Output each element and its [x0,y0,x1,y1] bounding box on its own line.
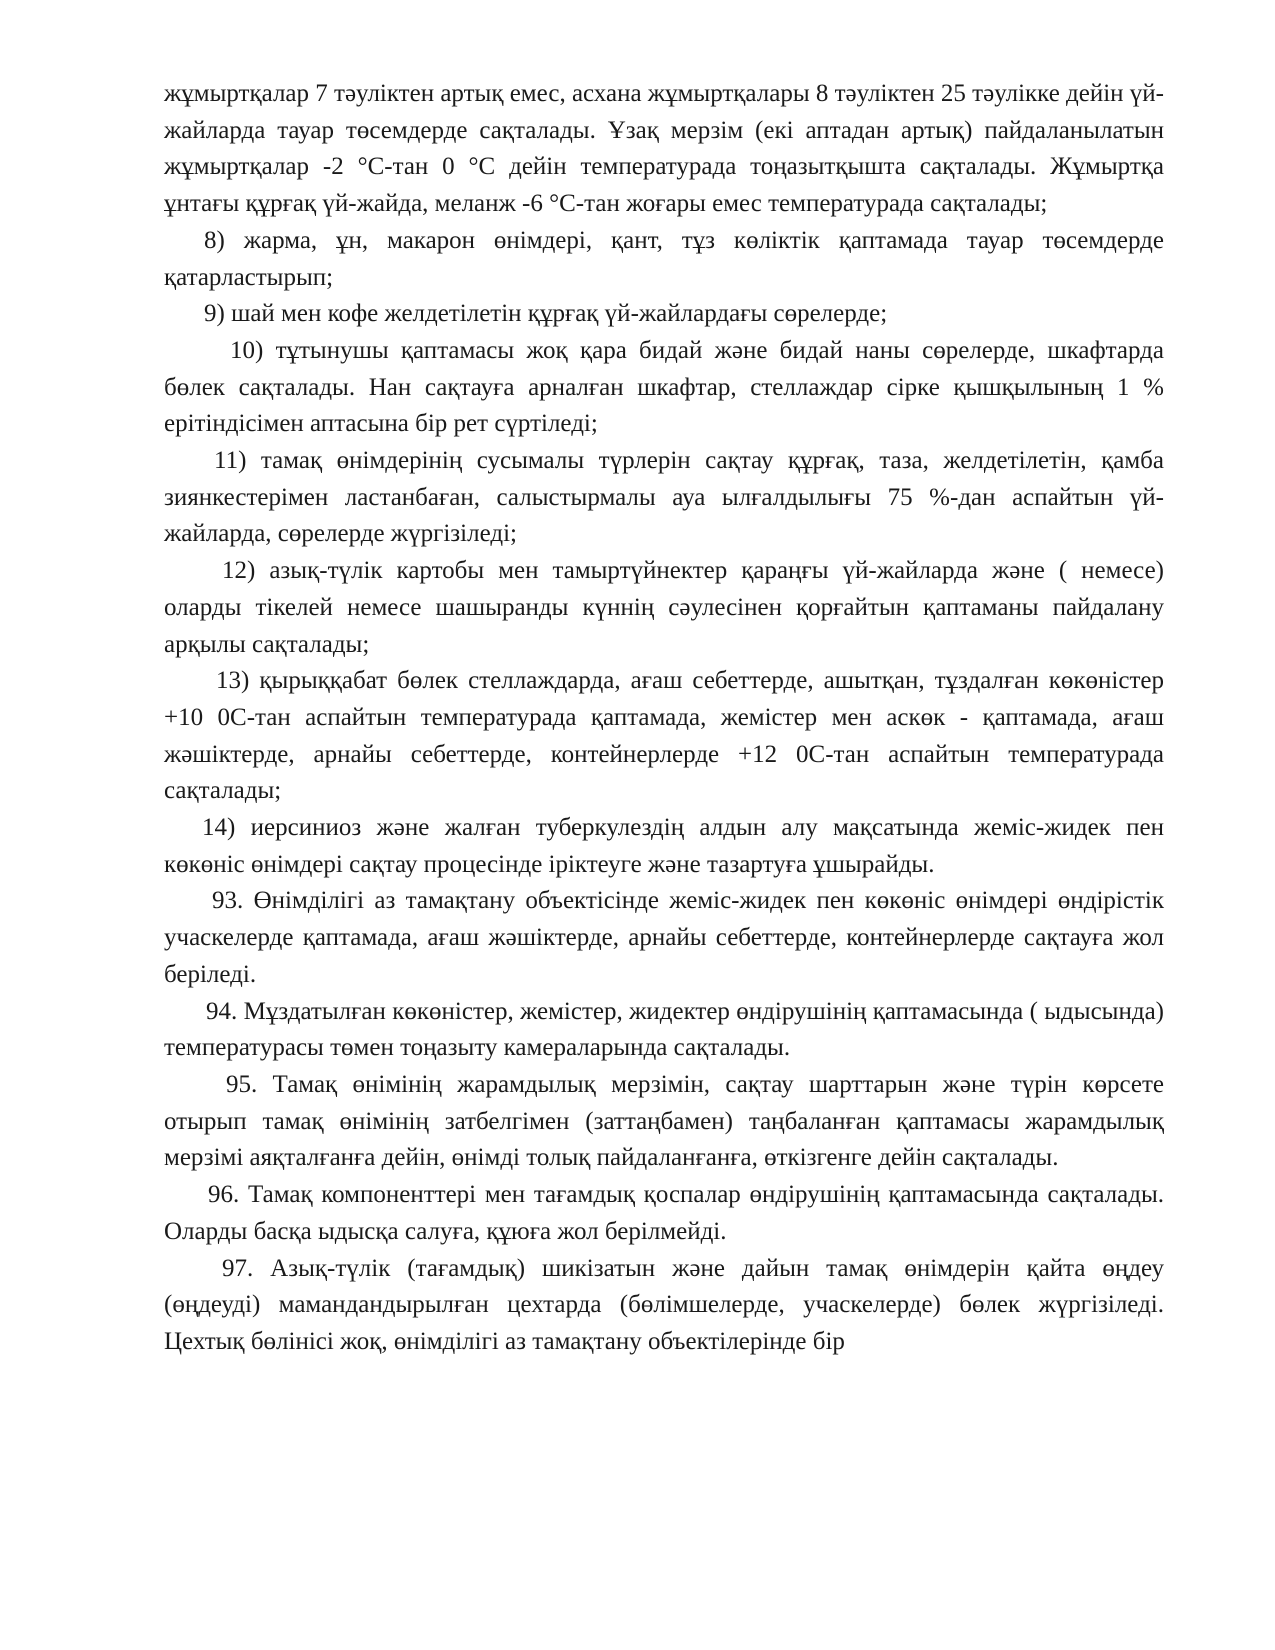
paragraph-item-12: 12) азық-түлік картобы мен тамыртүйнектер қараңғы үй-жайларда және ( немесе) оларды тікелей немесе шашыранды күннің сәулесінен қорғайтын қаптаманы пайдалану арқылы сақталады; [164,557,1164,658]
paragraph-item-10: 10) тұтынушы қаптамасы жоқ қара бидай және бидай наны сөрелерде, шкафтарда бөлек сақталады. Нан сақтауға арналған шкафтар, стеллаждар сірке қышқылының 1 % ерітіндісімен аптасына бір рет сүртіледі; [164,336,1164,438]
paragraph-item-9: 9) шай мен кофе желдетілетін құрғақ үй-жайлардағы сөрелерде; [204,300,888,328]
document-body [164,76,1164,1361]
paragraph-clause-96: 96. Тамақ компоненттері мен тағамдық қоспалар өндірушінің қаптамасында сақталады. Оларды басқа ыдысқа салуға, құюға жол берілмейді. [164,1181,1164,1245]
paragraph-clause-95: 95. Тамақ өнімінің жарамдылық мерзімін, сақтау шарттарын және түрін көрсете отырып тамақ өнімінің затбелгімен (заттаңбамен) таңбаланған қаптамасы жарамдылық мерзімі аяқталғанға дейін, өнімді толық пайдаланғанға, өткізгенге дейін сақталады. [164,1070,1164,1172]
paragraph-clause-93: 93. Өнімділігі аз тамақтану объектісінде жеміс-жидек пен көкөніс өнімдері өндірістік учаскелерде қаптамада, ағаш жәшіктерде, арнайы себеттерде, контейнерлерде сақтауға жол беріледі. [164,887,1164,988]
paragraph-clause-94: 94. Мұздатылған көкөністер, жемістер, жидектер өндірушінің қаптамасында ( ыдысында) температурасы төмен тоңазыту камераларында сақталады. [164,997,1164,1062]
paragraph-item-11: 11) тамақ өнімдерінің сусымалы түрлерін сақтау құрғақ, таза, желдетілетін, қамба зиянкестерімен ластанбаған, салыстырмалы ауа ылғалдылығы 75 %-дан аспайтын үй-жайларда, сөрелерде жүргізіледі; [164,447,1164,548]
paragraph-item-13: 13) қырыққабат бөлек стеллаждарда, ағаш себеттерде, ашытқан, тұздалған көкөністер +10 0С-тан аспайтын температурада қаптамада, жемістер мен аскөк - қаптамада, ағаш жәшіктерде, арнайы себеттерде, контейнерлерде +12 0С-тан аспайтын температурада сақталады; [164,667,1164,805]
paragraph-clause-97: 97. Азық-түлік (тағамдық) шикізатын және дайын тамақ өнімдерін қайта өңдеу (өңдеуді) мамандандырылған цехтарда (бөлімшелерде, учаскелерде) бөлек жүргізіледі. Цехтық бөлінісі жоқ, өнімділігі аз тамақтану объектілерінде бір [164,1254,1164,1355]
paragraph-item-14: 14) иерсиниоз және жалған туберкулездің алдын алу мақсатында жеміс-жидек пен көкөніс өнімдері сақтау процесінде іріктеуге және тазартуға ұшырайды. [164,814,1164,878]
paragraph-item-8: 8) жарма, ұн, макарон өнімдері, қант, тұз көліктік қаптамада тауар төсемдерде қатарластырып; [164,226,1164,291]
paragraph-eggs-storage: жұмыртқалар 7 тәуліктен артық емес, асхана жұмыртқалары 8 тәуліктен 25 тәулікке дейін үй-жайларда тауар төсемдерде сақталады. Ұзақ мерзім (екі аптадан артық) пайдаланылатын жұмыртқалар -2 °С-тан 0 °С дейін температурада тоңазытқышта сақталады. Жұмыртқа ұнтағы құрғақ үй-жайда, меланж -6 °С-тан жоғары емес температурада сақталады; [164,80,1165,218]
